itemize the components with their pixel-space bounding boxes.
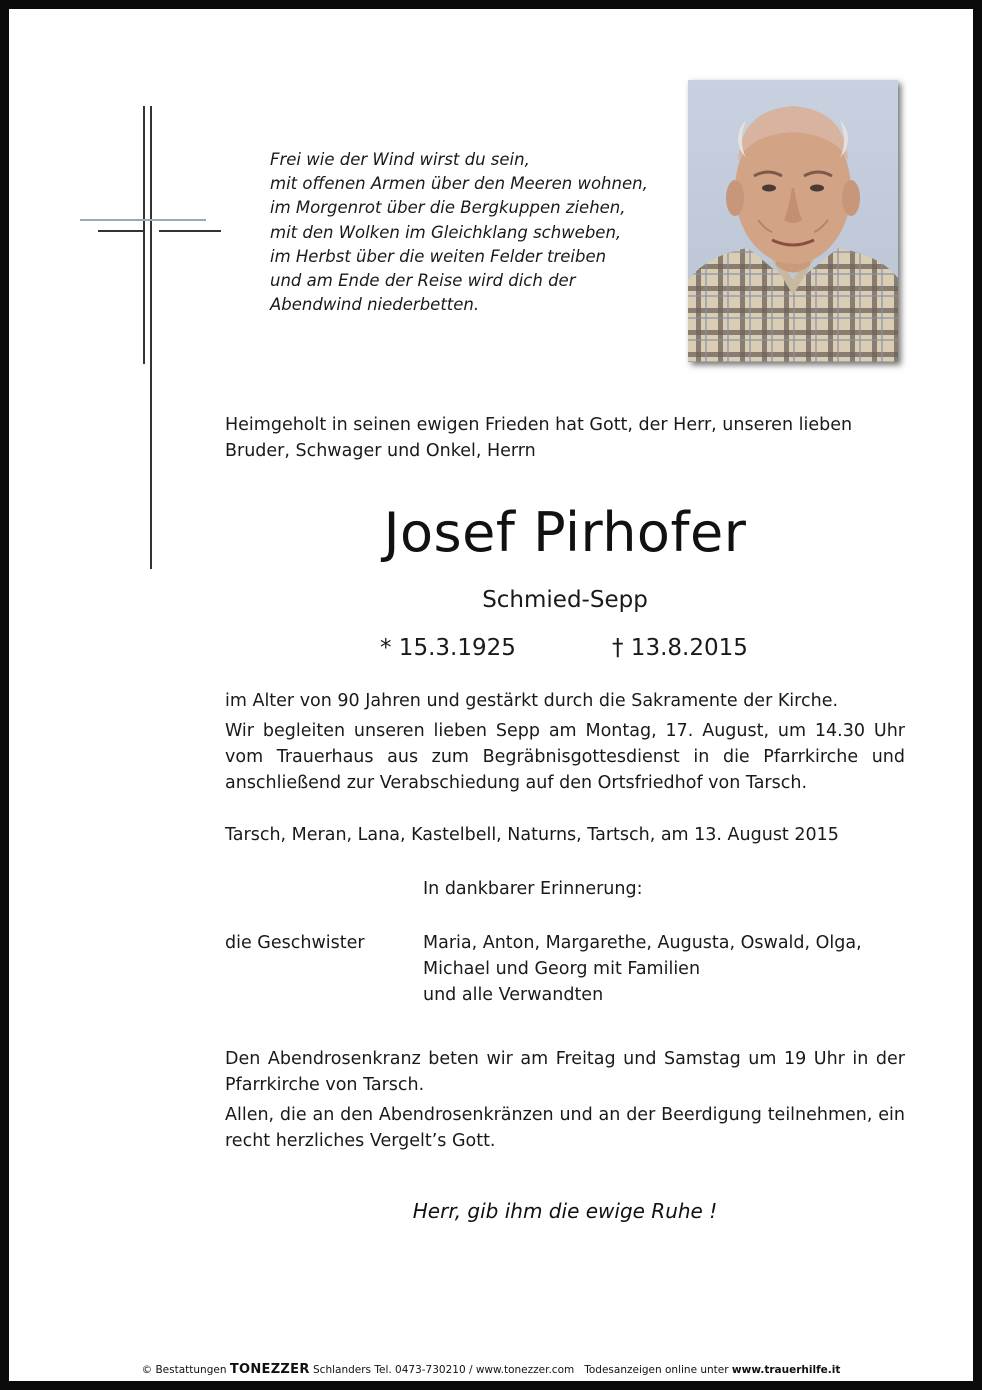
cross-vertical-left bbox=[143, 106, 145, 364]
age-sacraments-text: im Alter von 90 Jahren und gestärkt durch die Sakramente der Kirche. bbox=[225, 691, 839, 711]
cross-horizontal-upper bbox=[80, 219, 206, 221]
poem-line: Frei wie der Wind wirst du sein, bbox=[270, 150, 530, 169]
cross-horizontal-lower-right bbox=[159, 230, 221, 232]
rosary-text: Den Abendrosenkranz beten wir am Freitag und Samstag um 19 Uhr in der Pfarrkirche von Tarsch. bbox=[225, 1049, 905, 1095]
poem-line: und am Ende der Reise wird dich der bbox=[270, 271, 576, 291]
siblings-line: Maria, Anton, Margarethe, Augusta, Oswald, Olga, bbox=[423, 933, 862, 953]
poem-line: mit den Wolken im Gleichklang schweben, bbox=[270, 222, 622, 242]
poem bbox=[270, 148, 670, 317]
siblings-line: Michael und Georg mit Familien bbox=[423, 959, 701, 979]
death-date: † 13.8.2015 bbox=[612, 635, 748, 661]
cross-horizontal-lower-left bbox=[98, 230, 145, 232]
nickname: Schmied-Sepp bbox=[482, 587, 648, 613]
portrait-photo bbox=[688, 80, 898, 362]
siblings-list bbox=[423, 930, 883, 1008]
poem-line: Abendwind niederbetten. bbox=[270, 295, 480, 315]
cross-vertical-right bbox=[150, 106, 152, 569]
place-date-line: Tarsch, Meran, Lana, Kastelbell, Naturns, Tartsch, am 13. August 2015 bbox=[225, 825, 839, 845]
poem-line: im Morgenrot über die Bergkuppen ziehen, bbox=[270, 198, 626, 218]
intro-text: Heimgeholt in seinen ewigen Frieden hat Gott, der Herr, unseren lieben Bruder, Schwager und Onkel, Herrn bbox=[225, 415, 853, 461]
footer-online-label: Todesanzeigen online unter bbox=[584, 1364, 729, 1376]
footer-online-url: www.trauerhilfe.it bbox=[731, 1364, 841, 1376]
footer-prefix: © Bestattungen bbox=[141, 1364, 227, 1376]
siblings-line: und alle Verwandten bbox=[423, 985, 604, 1005]
poem-line: mit offenen Armen über den Meeren wohnen, bbox=[270, 174, 648, 194]
birth-date: * 15.3.1925 bbox=[380, 635, 516, 661]
siblings-label: die Geschwister bbox=[225, 933, 365, 953]
closing-prayer: Herr, gib ihm die ewige Ruhe ! bbox=[412, 1199, 718, 1223]
footer-details: Schlanders Tel. 0473-730210 / www.tonezzer.com bbox=[313, 1364, 575, 1376]
gratitude-line: In dankbarer Erinnerung: bbox=[423, 879, 643, 899]
poem-line: im Herbst über die weiten Felder treiben bbox=[270, 246, 607, 266]
thanks-text: Allen, die an den Abendrosenkränzen und an der Beerdigung teilnehmen, ein recht herzliches Vergelt’s Gott. bbox=[225, 1105, 905, 1151]
footer-company: TONEZZER bbox=[229, 1362, 310, 1377]
funeral-details-text: Wir begleiten unseren lieben Sepp am Montag, 17. August, um 14.30 Uhr vom Trauerhaus aus zum Begräbnisgottesdienst in die Pfarrkirche und anschließend zur Verabschiedung auf den Ortsfriedhof von Tarsch. bbox=[225, 721, 905, 793]
footer bbox=[0, 1362, 982, 1377]
deceased-name: Josef Pirhofer bbox=[383, 501, 747, 564]
